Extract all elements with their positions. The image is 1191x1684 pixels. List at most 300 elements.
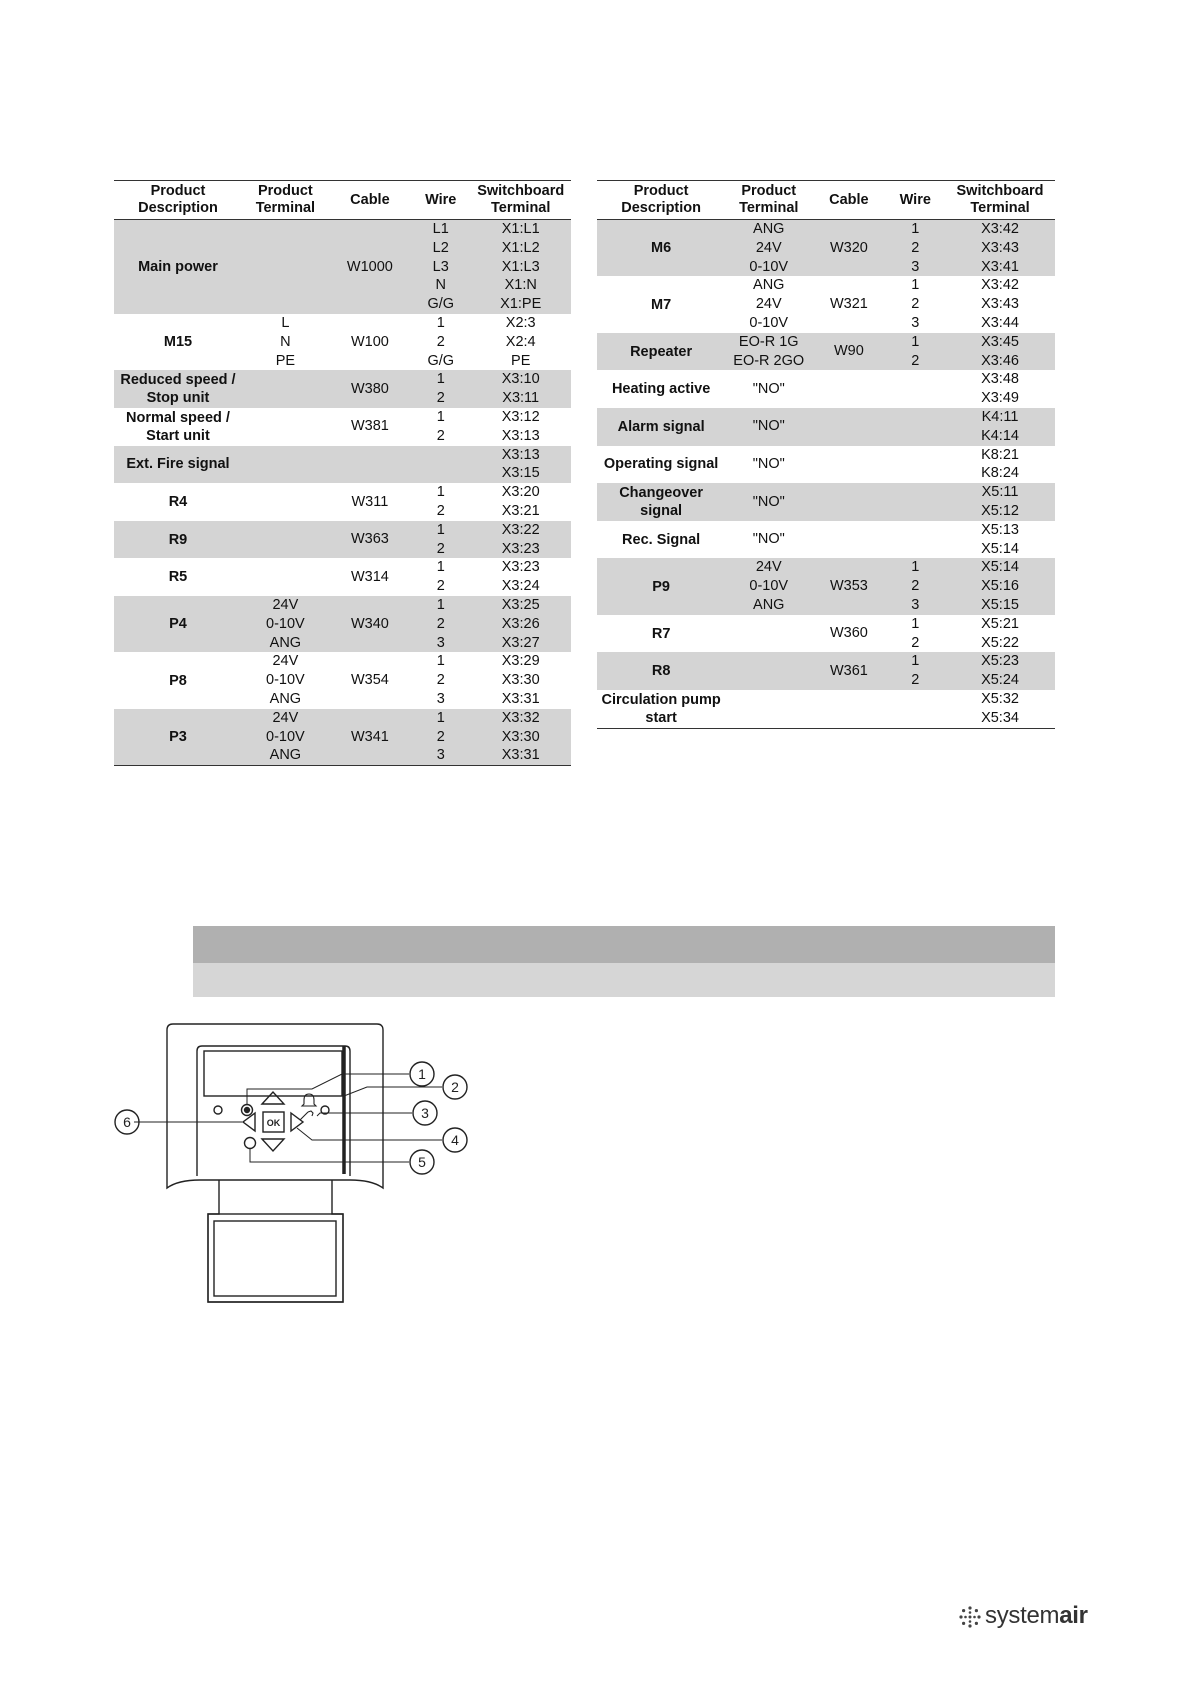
switchboard-terminal-cell: [945, 446, 1055, 484]
cell-line: 1: [436, 521, 445, 538]
table-row: [114, 596, 571, 652]
switchboard-terminal-cell: [470, 370, 571, 408]
cable-cell: [812, 370, 885, 408]
product-terminal-cell: [242, 220, 329, 314]
cell-line: "NO": [752, 493, 785, 510]
cell-line: 24V: [755, 559, 782, 576]
table-row: [114, 521, 571, 559]
table-row: [114, 652, 571, 708]
wire-cell: [886, 333, 946, 371]
product-description-cell: R5: [168, 569, 188, 586]
table-row: [114, 483, 571, 521]
callout-1-label: 1: [418, 1066, 426, 1082]
cell-line: 2: [436, 502, 445, 519]
table-row: [597, 558, 1055, 614]
cell-line: K4:14: [981, 427, 1019, 444]
arrow-up-button[interactable]: [262, 1092, 284, 1104]
cell-line: X3:44: [981, 314, 1019, 331]
product-terminal-cell: [242, 521, 329, 559]
cell-line: X5:13: [981, 521, 1019, 538]
switchboard-terminal-cell: [470, 652, 571, 708]
switchboard-terminal-cell: [945, 690, 1055, 728]
cell-line: X3:24: [501, 578, 540, 595]
table-row: [114, 408, 571, 446]
cell-line: 24V: [272, 596, 299, 613]
cell-line: X2:3: [505, 314, 536, 331]
cell-line: X5:15: [981, 596, 1019, 613]
cell-line: X5:22: [981, 634, 1019, 651]
cell-line: X3:45: [981, 333, 1019, 350]
cell-line: 1: [436, 709, 445, 726]
cell-line: X3:42: [981, 277, 1019, 294]
cell-line: X3:15: [501, 465, 540, 482]
product-terminal-cell: [725, 446, 812, 484]
cell-line: X5:24: [981, 672, 1019, 689]
cell-line: 1: [436, 484, 445, 501]
cable-cell: W354: [350, 672, 389, 689]
product-description-cell: R8: [597, 652, 725, 690]
wire-cell: [411, 370, 470, 408]
cell-line: ANG: [753, 277, 785, 294]
cell-line: L: [281, 314, 290, 331]
cable-cell: W90: [812, 333, 885, 371]
ok-button-label: OK: [266, 1118, 281, 1128]
cell-line: 0-10V: [749, 578, 789, 595]
cable-cell: W363: [329, 521, 411, 559]
cell-line: PE: [511, 352, 531, 369]
wire-cell: [411, 446, 470, 484]
col-product-description: Product Description: [114, 181, 242, 220]
table-header-row: [114, 181, 571, 220]
col-switchboard-terminal: Switchboard Terminal: [945, 181, 1055, 220]
table-row: [597, 521, 1055, 559]
cable-cell: W353: [812, 558, 885, 614]
cell-line: 0-10V: [749, 314, 789, 331]
product-terminal-cell: [242, 558, 329, 596]
cable-cell: W320: [812, 220, 885, 277]
cell-line: X2:4: [505, 333, 536, 350]
product-description-cell: Main power: [114, 220, 242, 314]
col-product-terminal: Product Terminal: [725, 181, 812, 220]
cell-line: X5:34: [981, 709, 1019, 726]
table-body: [114, 220, 571, 766]
wire-cell: [886, 276, 946, 332]
cell-line: 1: [436, 408, 445, 425]
cable-cell: W340: [329, 596, 411, 652]
cell-line: X5:21: [981, 615, 1019, 632]
cell-line: 2: [911, 296, 920, 313]
cell-line: G/G: [427, 352, 455, 369]
product-terminal-cell: [725, 690, 812, 728]
col-switchboard-terminal: Switchboard Terminal: [470, 181, 571, 220]
product-description-cell: Alarm signal: [597, 408, 725, 446]
clear-button[interactable]: [245, 1138, 256, 1149]
cell-line: ANG: [753, 596, 785, 613]
switchboard-terminal-cell: [945, 615, 1055, 653]
cell-line: 2: [436, 728, 445, 745]
wire-cell: [411, 220, 470, 314]
table-row: [597, 220, 1055, 277]
switchboard-terminal-cell: [470, 408, 571, 446]
cell-line: 3: [436, 634, 445, 651]
cell-line: 0-10V: [266, 672, 305, 689]
wire-cell: [411, 408, 470, 446]
switchboard-terminal-cell: [945, 220, 1055, 277]
cell-line: "NO": [752, 380, 785, 397]
cell-line: "NO": [752, 531, 785, 548]
cable-cell: [812, 521, 885, 559]
cell-line: "NO": [752, 455, 785, 472]
product-terminal-cell: [725, 558, 812, 614]
product-description-cell: M6: [597, 220, 725, 277]
cell-line: X3:20: [501, 484, 540, 501]
cell-line: G/G: [427, 296, 455, 313]
section-subheading-bar: [193, 963, 1055, 997]
cell-line: X3:48: [981, 371, 1019, 388]
switchboard-terminal-cell: [470, 220, 571, 314]
cell-line: X3:42: [981, 221, 1019, 237]
cell-line: N: [280, 333, 291, 350]
col-wire: Wire: [886, 181, 946, 220]
systemair-logo-icon: [959, 1606, 981, 1628]
callout-3-label: 3: [421, 1105, 429, 1121]
product-description-cell: M7: [651, 296, 672, 313]
col-cable: Cable: [812, 181, 885, 220]
product-description-cell: R4: [168, 493, 188, 510]
wire-cell: [886, 446, 946, 484]
switchboard-terminal-cell: [470, 709, 571, 766]
callout-2-label: 2: [451, 1079, 459, 1095]
cell-line: X3:25: [501, 596, 540, 613]
switchboard-terminal-cell: [945, 483, 1055, 521]
switchboard-terminal-cell: [945, 558, 1055, 614]
control-panel-diagram: [112, 1016, 492, 1316]
cell-line: 1: [911, 221, 920, 237]
cell-line: 1: [911, 277, 920, 294]
cell-line: 24V: [755, 296, 782, 313]
cell-line: X3:30: [501, 728, 540, 745]
wire-cell: [411, 558, 470, 596]
product-terminal-cell: [725, 521, 812, 559]
cell-line: K8:24: [981, 465, 1019, 482]
wire-cell: [411, 652, 470, 708]
product-terminal-cell: [725, 615, 812, 653]
product-description-cell: P3: [114, 709, 242, 766]
switchboard-terminal-cell: [945, 408, 1055, 446]
cell-line: ANG: [269, 634, 302, 651]
product-terminal-cell: [242, 408, 329, 446]
switchboard-terminal-cell: [945, 652, 1055, 690]
wire-cell: [411, 709, 470, 766]
callout-6-label: 6: [123, 1114, 131, 1130]
switchboard-terminal-cell: [945, 370, 1055, 408]
switchboard-terminal-cell: [945, 333, 1055, 371]
cell-line: 2: [436, 540, 445, 557]
cell-line: ANG: [753, 221, 785, 237]
cell-line: 2: [911, 239, 920, 256]
wire-cell: [886, 408, 946, 446]
product-description-cell: P9: [597, 558, 725, 614]
switchboard-terminal-cell: [470, 483, 571, 521]
table-row: [114, 314, 571, 370]
table-row: [114, 558, 571, 596]
product-description-cell: Reduced speed / Stop unit: [114, 370, 242, 408]
product-terminal-cell: [725, 483, 812, 521]
col-wire: Wire: [411, 181, 470, 220]
cell-line: 1: [911, 653, 920, 670]
cell-line: L3: [432, 258, 449, 275]
product-description-cell: Rec. Signal: [622, 531, 701, 548]
arrow-down-button[interactable]: [262, 1139, 284, 1151]
cable-cell: [812, 483, 885, 521]
cell-line: 1: [911, 559, 920, 576]
cell-line: X5:12: [981, 502, 1019, 519]
wire-cell: [886, 370, 946, 408]
cell-line: X3:27: [501, 634, 540, 651]
product-terminal-cell: [242, 709, 329, 766]
product-terminal-cell: [725, 276, 812, 332]
product-terminal-cell: [725, 652, 812, 690]
cell-line: X3:22: [501, 521, 540, 538]
cell-line: X1:L2: [501, 239, 540, 256]
cell-line: X3:41: [981, 258, 1019, 275]
wire-cell: [411, 596, 470, 652]
cable-cell: [812, 690, 885, 728]
cell-line: 2: [911, 578, 920, 595]
cell-line: X5:14: [981, 559, 1019, 576]
cable-cell: W360: [829, 625, 868, 642]
switchboard-terminal-cell: [470, 558, 571, 596]
cell-line: 1: [436, 653, 445, 670]
callout-5-label: 5: [418, 1154, 426, 1170]
cell-line: K8:21: [981, 446, 1019, 463]
product-terminal-cell: [725, 370, 812, 408]
cell-line: ANG: [269, 690, 302, 707]
cell-line: 2: [436, 672, 445, 689]
cell-line: X1:L1: [501, 221, 540, 237]
cable-cell: [329, 446, 411, 484]
cell-line: X3:32: [501, 709, 540, 726]
cell-line: 2: [911, 352, 920, 369]
cell-line: 1: [911, 615, 920, 632]
product-description-cell: M15: [163, 334, 193, 351]
cable-cell: W321: [829, 296, 868, 313]
systemair-logo-text: systemair: [985, 1602, 1088, 1629]
wire-cell: [886, 690, 946, 728]
product-description-cell: Heating active: [611, 381, 711, 398]
cell-line: X3:13: [501, 427, 540, 444]
cell-line: 24V: [755, 239, 782, 256]
wire-cell: [411, 483, 470, 521]
product-description-cell: R7: [651, 625, 671, 642]
cell-line: L1: [432, 221, 449, 237]
table-row: [597, 276, 1055, 332]
connection-table-right: [597, 180, 1055, 729]
cell-line: X3:31: [501, 747, 540, 764]
cable-cell: W361: [812, 652, 885, 690]
wire-cell: [886, 558, 946, 614]
cell-line: X3:23: [501, 540, 540, 557]
product-description-cell: R9: [114, 521, 242, 559]
product-terminal-cell: [242, 446, 329, 484]
product-description-cell: P8: [169, 672, 187, 689]
cell-line: N: [435, 277, 446, 294]
wire-cell: [886, 521, 946, 559]
cell-line: L2: [432, 239, 449, 256]
cell-line: X3:12: [501, 408, 540, 425]
cell-line: 1: [436, 596, 445, 613]
cell-line: X3:13: [501, 446, 540, 463]
cell-line: 3: [436, 747, 445, 764]
section-heading-bar: [193, 926, 1055, 963]
cell-line: X3:10: [501, 371, 540, 388]
cable-cell: W314: [350, 568, 389, 585]
cable-card: [208, 1214, 343, 1302]
cell-line: 2: [436, 390, 445, 407]
cell-line: 2: [436, 578, 445, 595]
cell-line: EO-R 2GO: [733, 352, 805, 369]
connection-table-left: [114, 180, 571, 766]
cell-line: 1: [436, 371, 445, 388]
cell-line: 3: [911, 596, 920, 613]
table-row: [597, 408, 1055, 446]
cell-line: 2: [911, 634, 920, 651]
cell-line: 1: [911, 333, 920, 350]
table-row: [597, 615, 1055, 653]
cell-line: 2: [911, 672, 920, 689]
cell-line: X3:29: [501, 653, 540, 670]
switchboard-terminal-cell: [470, 446, 571, 484]
cell-line: X3:46: [981, 352, 1019, 369]
product-terminal-cell: [242, 483, 329, 521]
cell-line: 3: [911, 314, 920, 331]
cell-line: PE: [275, 352, 296, 369]
cell-line: X5:14: [981, 540, 1019, 557]
cable-cell: W381: [350, 418, 389, 435]
wire-cell: [886, 615, 946, 653]
cell-line: 2: [436, 333, 445, 350]
table-row: [114, 446, 571, 484]
cell-line: 24V: [272, 653, 299, 670]
table-row: [597, 333, 1055, 371]
switchboard-terminal-cell: [470, 314, 571, 370]
wire-cell: [411, 314, 470, 370]
cell-line: ANG: [269, 747, 302, 764]
table-row: [597, 370, 1055, 408]
product-terminal-cell: [725, 333, 812, 371]
cell-line: X5:16: [981, 578, 1019, 595]
product-description-cell: Operating signal: [603, 456, 719, 473]
product-terminal-cell: [242, 314, 329, 370]
cell-line: K4:11: [981, 408, 1019, 425]
cell-line: X5:32: [981, 690, 1019, 707]
wire-cell: [886, 220, 946, 277]
callout-4-label: 4: [451, 1132, 459, 1148]
cable-cell: W380: [329, 370, 411, 408]
cell-line: 2: [436, 427, 445, 444]
cable-cell: [812, 446, 885, 484]
table-row: [597, 483, 1055, 521]
col-product-terminal: Product Terminal: [242, 181, 329, 220]
cell-line: X3:31: [501, 690, 540, 707]
cell-line: X3:30: [501, 672, 540, 689]
panel-front: [197, 1046, 350, 1176]
cell-line: X3:49: [981, 390, 1019, 407]
table-body: [597, 220, 1055, 729]
product-description-cell: Ext. Fire signal: [114, 446, 242, 484]
wire-cell: [411, 521, 470, 559]
led-indicator-left: [214, 1106, 222, 1114]
wrench-icon: [300, 1111, 313, 1120]
product-description-cell: Circulation pump start: [597, 690, 725, 728]
cell-line: 1: [436, 314, 445, 331]
cable-cell: W341: [329, 709, 411, 766]
table-row: [597, 446, 1055, 484]
product-terminal-cell: [725, 220, 812, 277]
col-cable: Cable: [329, 181, 411, 220]
systemair-logo: [959, 1600, 1088, 1630]
product-terminal-cell: [725, 408, 812, 446]
cell-line: X3:23: [501, 559, 540, 576]
cell-line: X5:23: [981, 653, 1019, 670]
cable-cell: W311: [351, 493, 389, 510]
cell-line: 0-10V: [749, 258, 789, 275]
product-terminal-cell: [242, 652, 329, 708]
product-description-cell: Normal speed / Start unit: [126, 409, 230, 444]
table-header-row: [597, 181, 1055, 220]
cell-line: X3:26: [501, 615, 540, 632]
table-row: [597, 690, 1055, 728]
cell-line: X3:43: [981, 296, 1019, 313]
cell-line: 3: [911, 258, 920, 275]
cell-line: EO-R 1G: [738, 333, 799, 350]
cell-line: 0-10V: [266, 615, 305, 632]
cell-line: 2: [436, 615, 445, 632]
switchboard-terminal-cell: [945, 521, 1055, 559]
cell-line: X1:N: [504, 277, 537, 294]
cable-cell: [812, 408, 885, 446]
table-row: [114, 370, 571, 408]
switchboard-terminal-cell: [470, 596, 571, 652]
product-terminal-cell: [242, 596, 329, 652]
switchboard-terminal-cell: [470, 521, 571, 559]
cell-line: 0-10V: [266, 728, 305, 745]
cell-line: 1: [436, 559, 445, 576]
cell-line: X3:21: [501, 502, 540, 519]
wire-cell: [886, 652, 946, 690]
cell-line: X5:11: [981, 484, 1019, 501]
product-terminal-cell: [242, 370, 329, 408]
product-description-cell: Repeater: [597, 333, 725, 371]
col-product-description: Product Description: [597, 181, 725, 220]
cell-line: 3: [436, 690, 445, 707]
cable-cell: W1000: [329, 220, 411, 314]
table-row: [597, 652, 1055, 690]
cell-line: "NO": [752, 418, 785, 435]
cell-line: 24V: [272, 709, 299, 726]
table-row: [114, 709, 571, 766]
cell-line: X1:PE: [500, 296, 542, 313]
cell-line: X3:11: [502, 390, 540, 407]
product-description-cell: Changeover signal: [597, 483, 725, 521]
table-row: [114, 220, 571, 314]
wire-cell: [886, 483, 946, 521]
switchboard-terminal-cell: [945, 276, 1055, 332]
cell-line: X1:L3: [501, 258, 540, 275]
product-description-cell: P4: [114, 596, 242, 652]
cell-line: X3:43: [981, 239, 1019, 256]
cable-cell: W100: [350, 333, 389, 350]
